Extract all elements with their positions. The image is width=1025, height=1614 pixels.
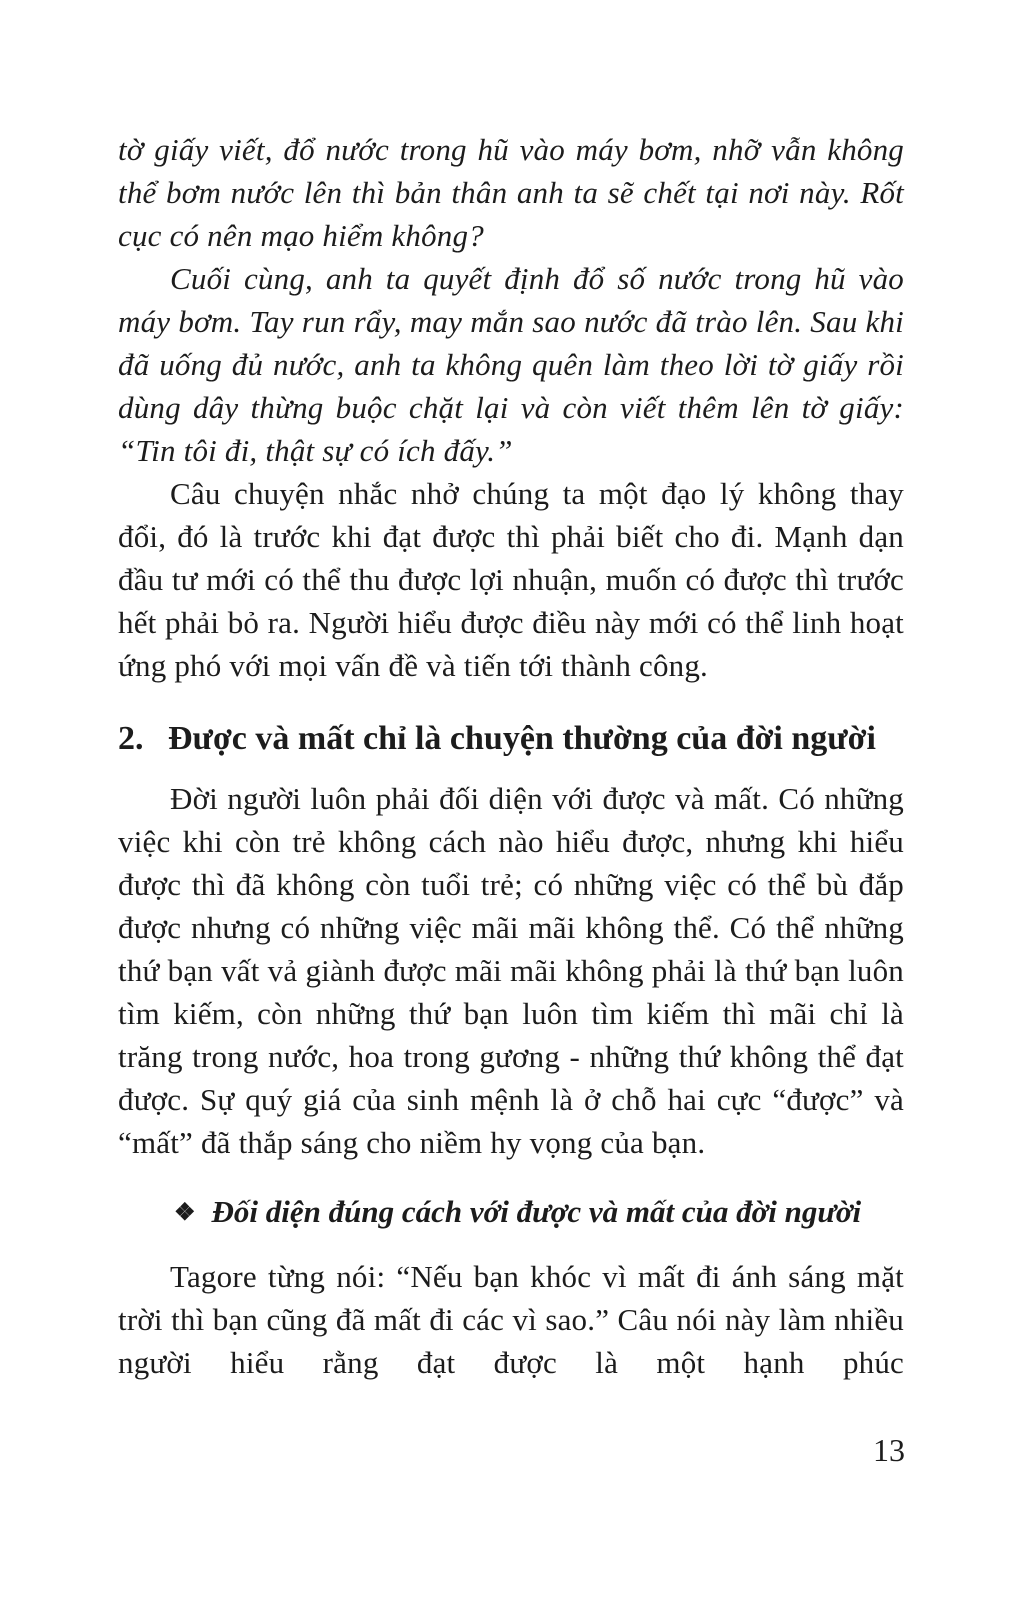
section-heading-title: Được và mất chỉ là chuyện thường của đời người (168, 720, 876, 757)
subsection-body-paragraph: Tagore từng nói: “Nếu bạn khóc vì mất đi ánh sáng mặt trời thì bạn cũng đã mất đi các vì sao.” Câu nói này làm nhiều người hiểu rằng đạt được là một hạnh phúc (118, 1259, 904, 1380)
page-number: 13 (873, 1432, 905, 1468)
section-heading (118, 717, 904, 761)
text-block (118, 128, 904, 1384)
section-heading-number: 2. (118, 720, 144, 757)
story-paragraph-continuation: tờ giấy viết, đổ nước trong hũ vào máy bơm, nhỡ vẫn không thể bơm nước lên thì bản thân anh ta sẽ chết tại nơi này. Rốt cục có nên mạo hiểm không? (118, 132, 904, 253)
subsection-heading-title: Đối diện đúng cách với được và mất của đời người (211, 1194, 862, 1229)
diamond-bullet-icon: ❖ (174, 1200, 196, 1226)
story-paragraph: Cuối cùng, anh ta quyết định đổ số nước trong hũ vào máy bơm. Tay run rẩy, may mắn sao nước đã trào lên. Sau khi đã uống đủ nước, anh ta không quên làm theo lời tờ giấy rồi dùng dây thừng buộc chặt lại và còn viết thêm lên tờ giấy: “Tin tôi đi, thật sự có ích đấy.” (118, 261, 904, 468)
subsection-heading (118, 1190, 904, 1237)
section-body-paragraph: Đời người luôn phải đối diện với được và mất. Có những việc khi còn trẻ không cách nào hiểu được, nhưng khi hiểu được thì đã không còn tuổi trẻ; có những việc có thể bù đắp được nhưng có những việc mãi mãi không thể. Có thể những thứ bạn vất vả giành được mãi mãi không phải là thứ bạn luôn tìm kiếm, còn những thứ bạn luôn tìm kiếm thì mãi chỉ là trăng trong nước, hoa trong gương - những thứ không thể đạt được. Sự quý giá của sinh mệnh là ở chỗ hai cực “được” và “mất” đã thắp sáng cho niềm hy vọng của bạn. (118, 781, 904, 1160)
moral-paragraph: Câu chuyện nhắc nhở chúng ta một đạo lý không thay đổi, đó là trước khi đạt được thì phải biết cho đi. Mạnh dạn đầu tư mới có thể thu được lợi nhuận, muốn có được thì trước hết phải bỏ ra. Người hiểu được điều này mới có thể linh hoạt ứng phó với mọi vấn đề và tiến tới thành công. (118, 476, 904, 683)
